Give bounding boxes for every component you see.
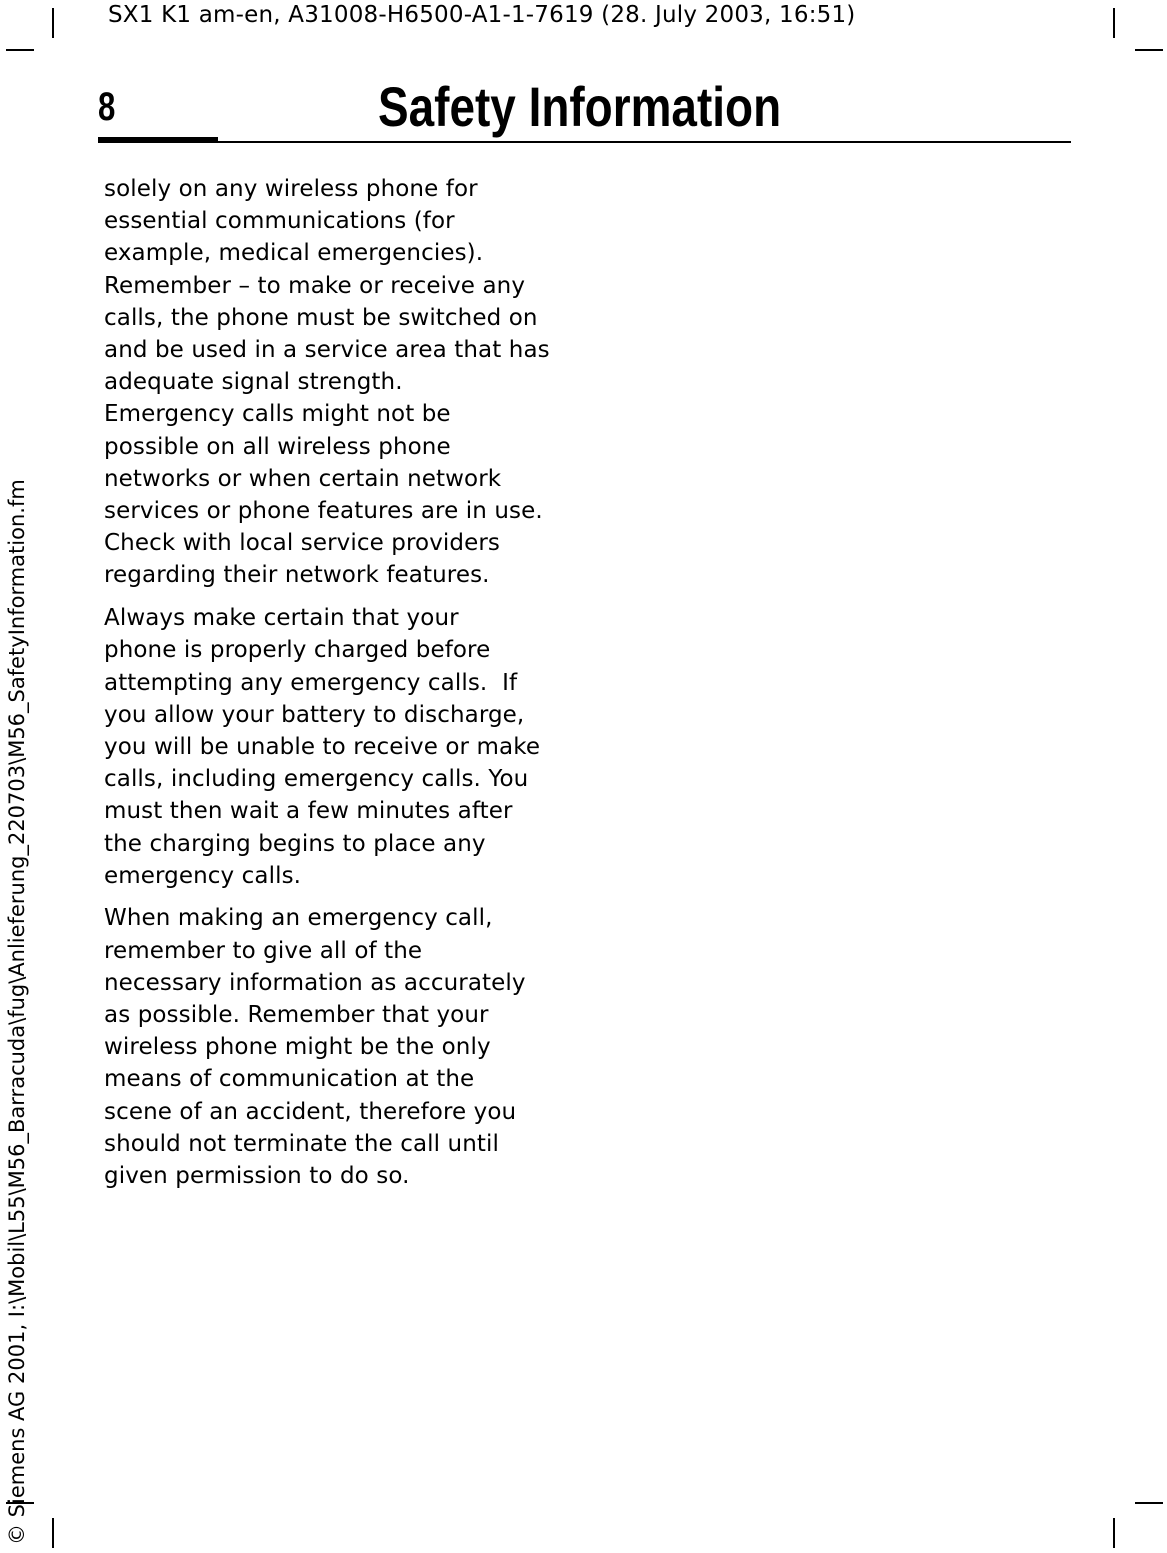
text-line: Check with local service providers bbox=[104, 530, 500, 557]
text-line: attempting any emergency calls. If bbox=[104, 669, 518, 696]
text-line: emergency calls. bbox=[104, 862, 302, 889]
text-line: Always make certain that your bbox=[104, 605, 459, 632]
text-line: networks or when certain network bbox=[104, 465, 502, 492]
text-line: means of communication at the bbox=[104, 1066, 475, 1093]
text-line: possible on all wireless phone bbox=[104, 433, 451, 460]
text-line: necessary information as accurately bbox=[104, 969, 526, 996]
page-number: 8 bbox=[98, 85, 116, 129]
paragraph-battery-charge bbox=[104, 602, 560, 892]
text-line: you will be unable to receive or make bbox=[104, 733, 541, 760]
body-text-column bbox=[104, 173, 560, 1203]
crop-mark-top-left-horizontal bbox=[6, 49, 34, 51]
text-line: scene of an accident, therefore you bbox=[104, 1098, 517, 1125]
text-line: Emergency calls might not be bbox=[104, 401, 451, 428]
text-line: When making an emergency call, bbox=[104, 905, 493, 932]
crop-mark-bottom-right-vertical bbox=[1113, 1518, 1115, 1548]
text-line: calls, the phone must be switched on bbox=[104, 304, 538, 331]
copyright-file-path: © Siemens AG 2001, I:\Mobil\L55\M56_Barracuda\fug\Anlieferung_220703\M56_SafetyInformation.fm bbox=[5, 479, 29, 1545]
text-line: phone is properly charged before bbox=[104, 637, 491, 664]
text-line: remember to give all of the bbox=[104, 937, 423, 964]
text-line: wireless phone might be the only bbox=[104, 1034, 491, 1061]
print-job-header: SX1 K1 am-en, A31008-H6500-A1-1-7619 (28. July 2003, 16:51) bbox=[108, 2, 856, 28]
page-title: Safety Information bbox=[378, 75, 782, 138]
crop-mark-top-left-vertical bbox=[52, 8, 54, 38]
crop-mark-bottom-left-vertical bbox=[52, 1518, 54, 1548]
text-line: example, medical emergencies). bbox=[104, 240, 484, 267]
crop-mark-top-right-vertical bbox=[1113, 8, 1115, 38]
text-line: calls, including emergency calls. You bbox=[104, 766, 529, 793]
text-line: adequate signal strength. bbox=[104, 369, 403, 396]
text-line: should not terminate the call until bbox=[104, 1130, 499, 1157]
text-line: given permission to do so. bbox=[104, 1163, 410, 1190]
text-line: must then wait a few minutes after bbox=[104, 798, 513, 825]
crop-mark-bottom-right-horizontal bbox=[1135, 1502, 1163, 1504]
crop-mark-top-right-horizontal bbox=[1135, 49, 1163, 51]
text-line: regarding their network features. bbox=[104, 562, 490, 589]
text-line: services or phone features are in use. bbox=[104, 498, 543, 525]
text-line: the charging begins to place any bbox=[104, 830, 486, 857]
text-line: as possible. Remember that your bbox=[104, 1002, 489, 1029]
header-rule bbox=[98, 141, 1071, 143]
paragraph-emergency-reliance bbox=[104, 173, 560, 592]
paragraph-emergency-call-info bbox=[104, 902, 560, 1192]
text-line: and be used in a service area that has bbox=[104, 337, 550, 364]
text-line: solely on any wireless phone for bbox=[104, 176, 478, 202]
text-line: you allow your battery to discharge, bbox=[104, 701, 525, 728]
text-line: essential communications (for bbox=[104, 208, 455, 235]
text-line: Remember – to make or receive any bbox=[104, 272, 526, 299]
